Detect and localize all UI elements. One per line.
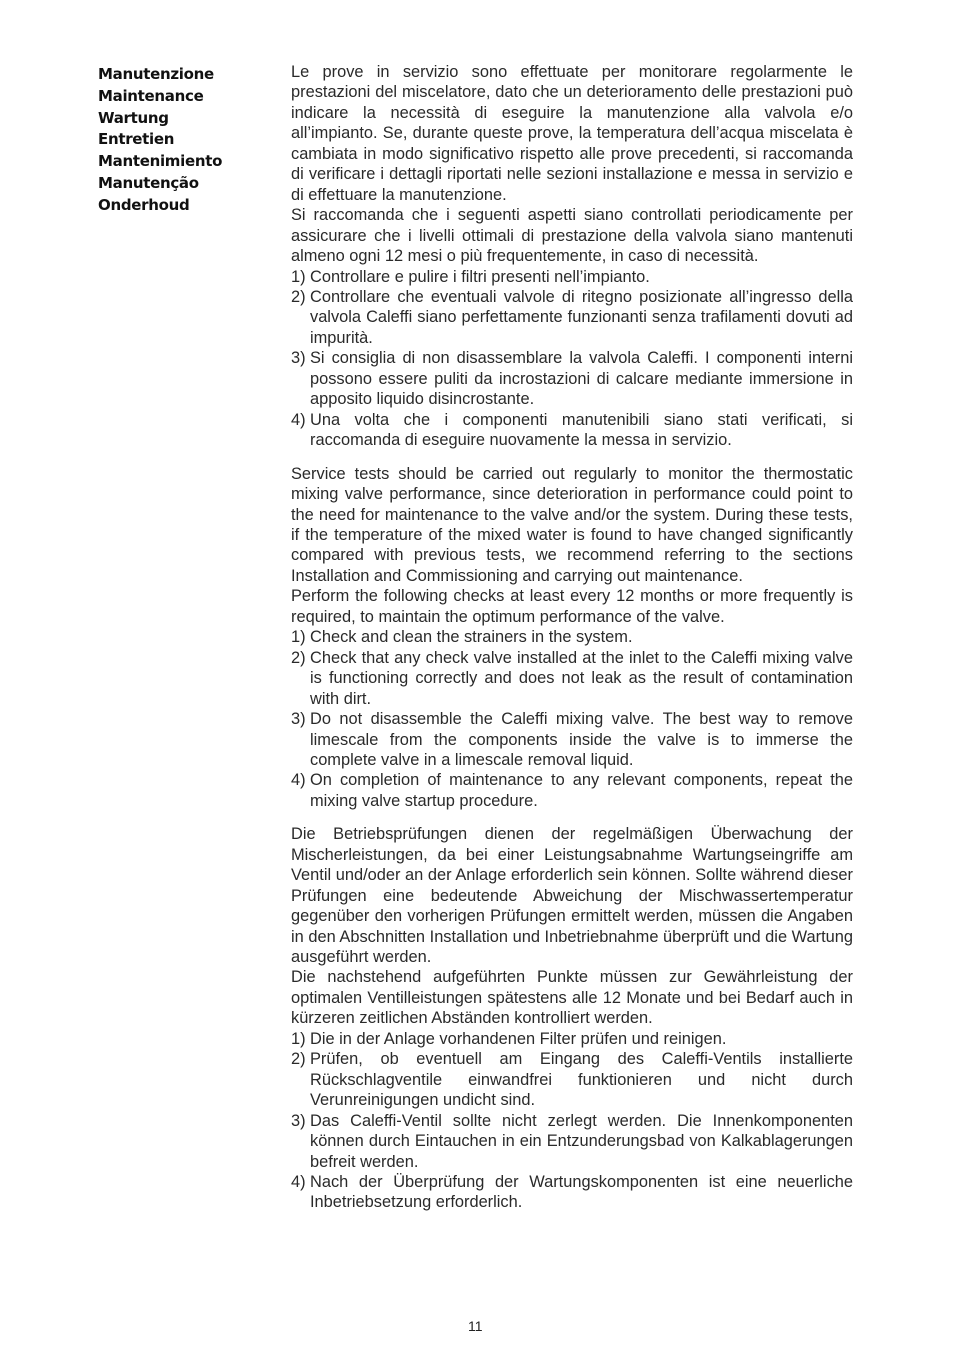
heading-pt: Manutenção — [98, 173, 199, 192]
list-number: 4) — [291, 410, 306, 429]
list-item — [291, 410, 853, 451]
section-italian — [291, 62, 853, 451]
main-content — [291, 62, 853, 1213]
list-number: 4) — [291, 1173, 306, 1192]
list-number: 1) — [291, 1029, 306, 1048]
list-item — [291, 1029, 853, 1049]
section-german — [291, 824, 853, 1213]
list-item — [291, 627, 853, 647]
list-text: Do not disassemble the Caleffi mixing valve. The best way to remove limescale from the components inside the valve is to immerse the complete valve in a limescale removal liquid. — [310, 710, 853, 769]
heading-it: Manutenzione — [98, 65, 214, 83]
list-number: 2) — [291, 1050, 306, 1069]
list-text: Controllare e pulire i filtri presenti nell’impianto. — [310, 267, 650, 286]
heading-fr: Entretien — [98, 130, 175, 149]
list-item — [291, 1049, 853, 1110]
list-number: 1) — [291, 628, 306, 647]
sidebar-headings — [98, 64, 268, 217]
list-item — [291, 267, 853, 287]
list-text: Una volta che i componenti manutenibili siano stati verificati, si raccomanda di eseguire nuovamente la messa in servizio. — [310, 410, 853, 450]
list-text: Die in der Anlage vorhandenen Filter prüfen und reinigen. — [310, 1029, 727, 1048]
heading-es: Mantenimiento — [98, 152, 223, 171]
list-item — [291, 770, 853, 811]
page-number: 11 — [468, 1318, 483, 1334]
list-text: Controllare che eventuali valvole di ritegno posizionate all’ingresso della valvola Caleffi siano perfettamente funzionanti senza trafilamenti dovuti ad impurità. — [310, 287, 853, 347]
list-item — [291, 287, 853, 348]
checklist — [291, 267, 853, 451]
paragraph: Perform the following checks at least every 12 months or more frequently is required, to maintain the optimum performance of the valve. — [291, 587, 853, 626]
list-number: 2) — [291, 648, 306, 667]
checklist — [291, 1029, 853, 1213]
heading-de: Wartung — [98, 108, 169, 127]
list-number: 4) — [291, 771, 306, 790]
list-text: Prüfen, ob eventuell am Eingang des Caleffi-Ventils installierte Rückschlagventile einwandfrei funktionieren und nicht durch Verunreinigungen undicht sind. — [310, 1050, 853, 1110]
heading-en: Maintenance — [98, 86, 204, 105]
paragraph: Die Betriebsprüfungen dienen der regelmäßigen Überwachung der Mischerleistungen, da bei einer Leistungsabnahme Wartungseingriffe am Ventil und/oder an der Anlage erforderlich sein können. Sollte während dieser Prüfungen eine bedeutende Abweichung der Mischwassertemperatur gegenüber den vorherigen Prüfungen ermittelt werden, müssen die Angaben in den Abschnitten Installation und Inbetriebnahme überprüft und die Wartung ausgeführt werden. — [291, 825, 853, 967]
list-text: Check and clean the strainers in the system. — [310, 628, 633, 647]
checklist — [291, 627, 853, 811]
list-number: 3) — [291, 1111, 306, 1130]
list-text: Si consiglia di non disassemblare la valvola Caleffi. I componenti interni possono essere puliti da incrostazioni di calcare mediante immersione in apposito liquido disincrostante. — [310, 349, 853, 409]
list-item — [291, 1111, 853, 1172]
list-text: Nach der Überprüfung der Wartungskomponenten ist eine neuerliche Inbetriebsetzung erforderlich. — [310, 1173, 853, 1212]
list-number: 3) — [291, 710, 306, 729]
heading-nl: Onderhoud — [98, 195, 190, 214]
list-item — [291, 648, 853, 709]
list-number: 3) — [291, 349, 306, 368]
list-item — [291, 709, 853, 770]
paragraph: Die nachstehend aufgeführten Punkte müssen zur Gewährleistung der optimalen Ventilleistungen spätestens alle 12 Monate und bei Bedarf auch in kürzeren zeitlichen Abständen kontrolliert werden. — [291, 968, 853, 1028]
list-text: Check that any check valve installed at the inlet to the Caleffi mixing valve is functioning correctly and does not leak as the result of contamination with dirt. — [310, 648, 853, 708]
paragraph: Service tests should be carried out regularly to monitor the thermostatic mixing valve performance, since deterioration in performance could point to the need for maintenance to the valve and/or the system. During these tests, if the temperature of the mixed water is found to have changed significantly compared with previous tests, we recommend referring to the sections Installation and Commissioning and carrying out maintenance. — [291, 464, 853, 585]
list-item — [291, 1172, 853, 1213]
paragraph: Le prove in servizio sono effettuate per monitorare regolarmente le prestazioni del miscelatore, dato che un deterioramento delle prestazioni può indicare la necessità di eseguire la manutenzione alla valvola e/o all’impianto. Se, durante queste prove, la temperatura dell’acqua miscelata è cambiata in modo significativo rispetto alle prove precedenti, si raccomanda di verificare i dettagli riportati nelle sezioni installazione e messa in servizio e di effettuare la manutenzione. — [291, 63, 853, 204]
section-english — [291, 464, 853, 812]
list-item — [291, 348, 853, 409]
list-text: Das Caleffi-Ventil sollte nicht zerlegt werden. Die Innenkomponenten können durch Eintauchen in ein Entzunderungsbad von Kalkablagerungen befreit werden. — [310, 1111, 853, 1171]
list-number: 1) — [291, 267, 306, 286]
list-text: On completion of maintenance to any relevant components, repeat the mixing valve startup procedure. — [310, 771, 853, 810]
list-number: 2) — [291, 287, 306, 306]
paragraph: Si raccomanda che i seguenti aspetti siano controllati periodicamente per assicurare che i livelli ottimali di prestazione della valvola siano mantenuti almeno ogni 12 mesi o più frequentemente, in caso di necessità. — [291, 206, 853, 266]
